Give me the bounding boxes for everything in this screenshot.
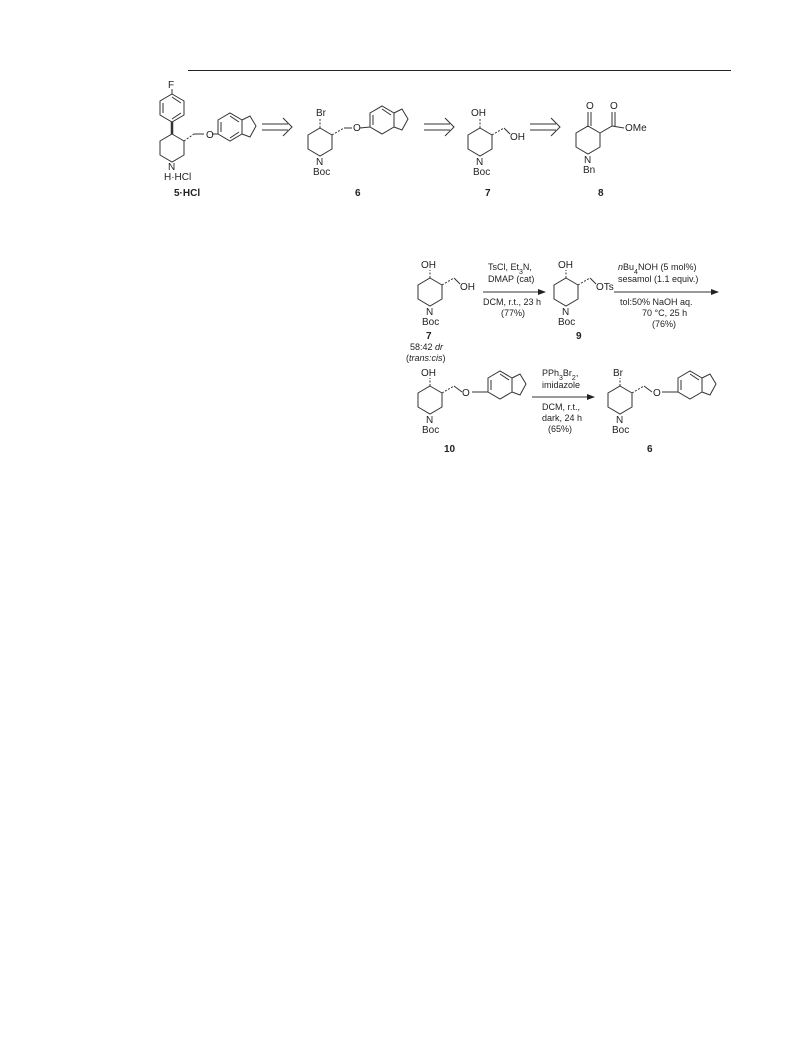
step-2-solvent: tol:50% NaOH aq.	[620, 297, 693, 307]
compound-8-ome-label: OMe	[625, 123, 647, 134]
compound-7-side-oh-label: OH	[510, 132, 525, 143]
compound-8-structure	[576, 112, 624, 154]
scheme-compound-6-structure	[608, 371, 716, 414]
compound-5-n-label: N	[168, 162, 176, 173]
compound-6-pg-label: Boc	[313, 167, 331, 178]
compound-8-n-label: N	[584, 155, 592, 166]
step-3-yield: (65%)	[548, 424, 573, 434]
retro-arrow-2	[424, 118, 454, 136]
step-3-reagent-1: $PPh_3Br_2$,	[542, 368, 579, 382]
compound-8-number: 8	[598, 188, 604, 199]
scheme-7-oh-label: OH	[421, 260, 436, 271]
scheme-7-dr-ratio: 58:42 dr	[410, 342, 444, 352]
step-2-temperature-time: 70 °C, 25 h	[642, 308, 688, 318]
scheme-7-pg-label: Boc	[422, 317, 440, 328]
compound-8-ester-o-label: O	[610, 101, 618, 112]
compound-5-fluoro-label: F	[168, 80, 175, 91]
compound-6-o-label: O	[353, 123, 361, 134]
scheme-6-o-label: O	[653, 388, 661, 399]
compound-7-number: 7	[485, 188, 491, 199]
compound-6-number: 6	[355, 188, 361, 199]
scheme-compound-7-structure	[418, 270, 460, 306]
scheme-7-number: 7	[426, 331, 432, 342]
scheme-6-n-label: N	[616, 415, 624, 426]
step-3-solvent: DCM, r.t.,	[542, 402, 580, 412]
step-3-condition: dark, 24 h	[542, 413, 583, 423]
scheme-10-number: 10	[444, 444, 456, 455]
scheme-9-number: 9	[576, 331, 582, 342]
scheme-9-ots-label: OTs	[596, 282, 614, 293]
step-1-conditions: DCM, r.t., 23 h	[483, 297, 542, 307]
step-3-reagent-2: imidazole	[542, 380, 581, 390]
scheme-10-n-label: N	[426, 415, 434, 426]
scheme-6-br-label: Br	[613, 368, 623, 379]
scheme-9-pg-label: Boc	[558, 317, 576, 328]
retro-arrow-3	[530, 118, 560, 136]
compound-7-pg-label: Boc	[473, 167, 491, 178]
scheme-7-n-label: N	[426, 307, 434, 318]
compound-5-o-label: O	[206, 130, 214, 141]
scheme-9-n-label: N	[562, 307, 570, 318]
step-1-reagent-1: TsCl, $Et_3N$,	[488, 262, 532, 276]
compound-6-br-label: Br	[316, 108, 326, 119]
compound-6-n-label: N	[316, 157, 324, 168]
step-2-reagent-1: nBu$_4$NOH (5 mol%)	[618, 262, 697, 276]
scheme-7-side-oh-label: OH	[460, 282, 475, 293]
compound-5-nh-label: H·HCl	[164, 172, 192, 183]
scheme-6-number: 6	[647, 444, 653, 455]
retro-arrow-1	[262, 118, 292, 136]
step-1-yield: (77%)	[501, 308, 526, 318]
scheme-7-dr-relative: (trans:cis)	[406, 353, 446, 363]
step-2-reagent-2: sesamol (1.1 equiv.)	[618, 274, 699, 284]
compound-8-ketone-label: O	[586, 101, 594, 112]
scheme-10-o-label: O	[462, 388, 470, 399]
compound-8-pg-label: Bn	[583, 165, 596, 176]
compound-7-structure	[468, 118, 510, 156]
scheme-10-oh-label: OH	[421, 368, 436, 379]
scheme-6-pg-label: Boc	[612, 425, 630, 436]
step-1-reagent-2: DMAP (cat)	[488, 274, 535, 284]
scheme-9-oh-label: OH	[558, 260, 573, 271]
compound-7-oh-label: OH	[471, 108, 486, 119]
step-2-yield: (76%)	[652, 319, 677, 329]
compound-5-number: 5·HCl	[174, 188, 201, 199]
scheme-compound-9-structure	[554, 270, 596, 306]
compound-5-structure	[160, 89, 256, 162]
compound-7-n-label: N	[476, 157, 484, 168]
scheme-10-pg-label: Boc	[422, 425, 440, 436]
